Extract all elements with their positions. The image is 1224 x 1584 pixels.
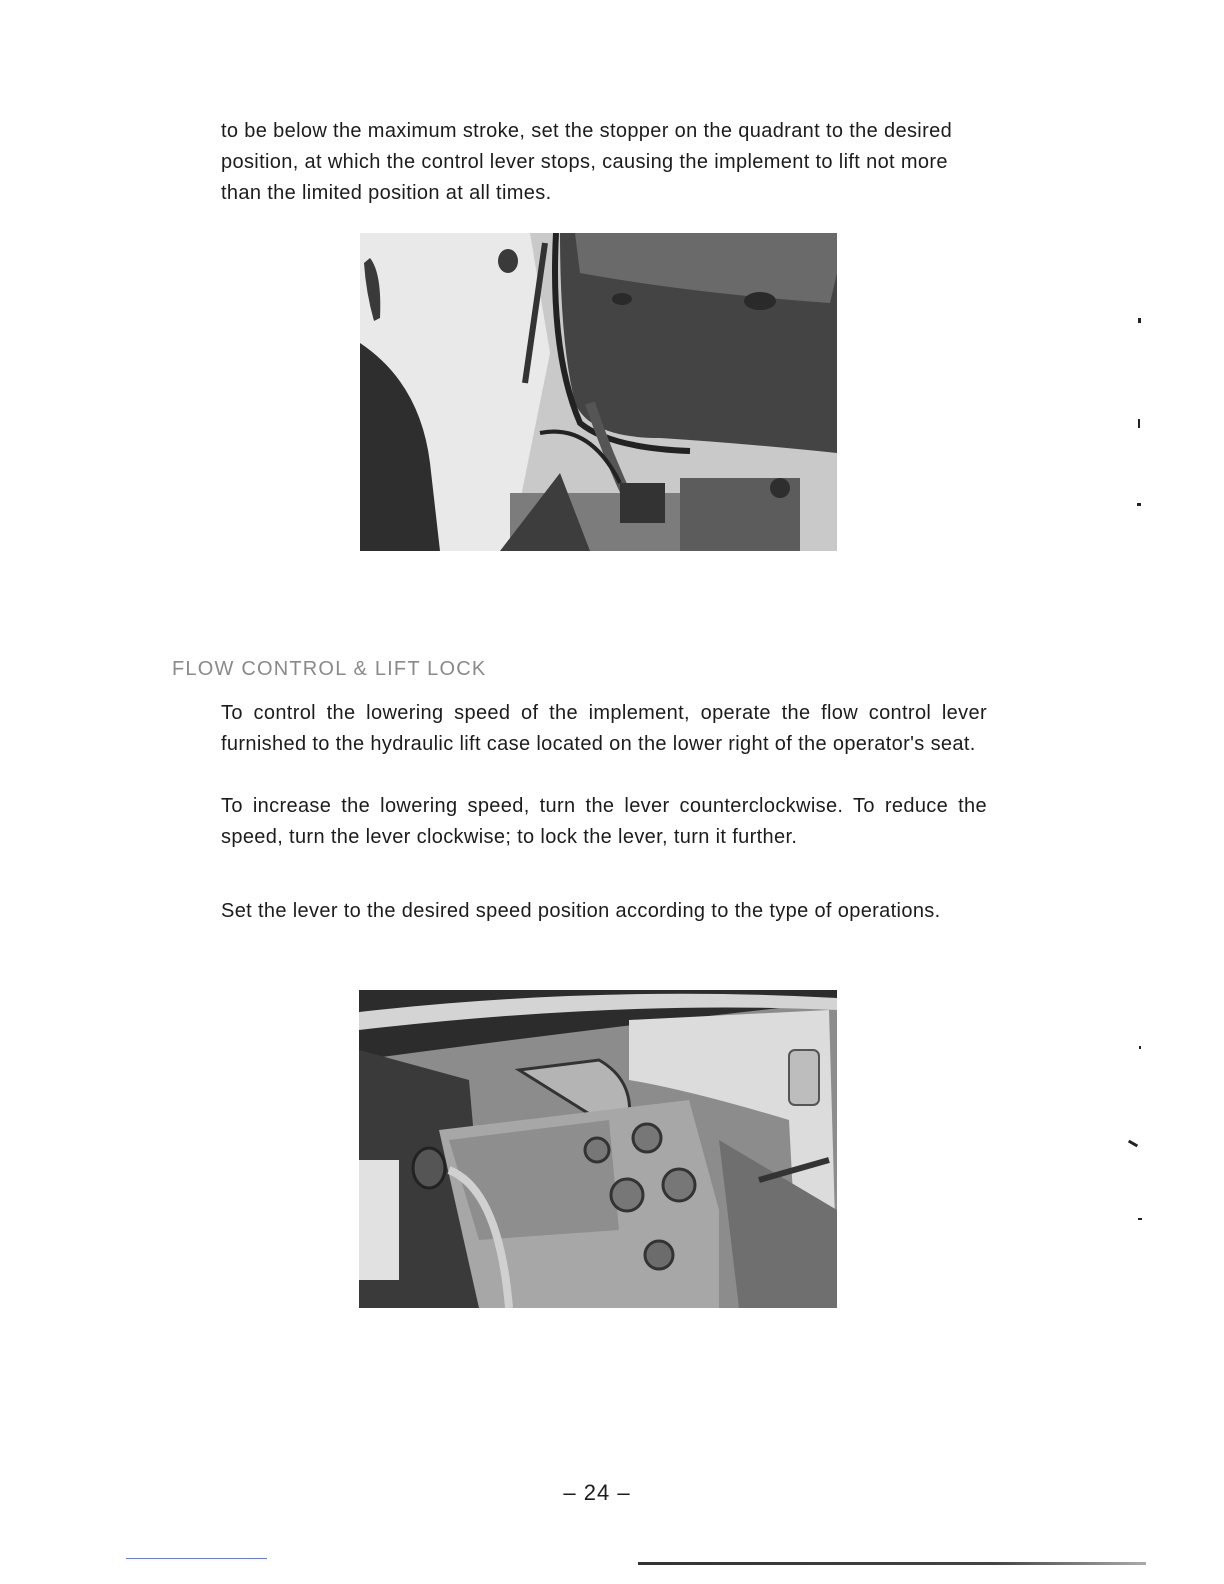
margin-mark	[1138, 1218, 1142, 1220]
flow-paragraph-2: To increase the lowering speed, turn the lever counterclockwise. To reduce the speed, turn the lever clockwise; to lock the lever, turn it further.	[221, 795, 987, 848]
flow-control-lever-photo	[359, 990, 837, 1308]
margin-mark	[1138, 419, 1140, 428]
intro-paragraph: to be below the maximum stroke, set the stopper on the quadrant to the desired position, at which the control lever stops, causing the implement to lift not more than the limited position at all times.	[221, 120, 953, 204]
flow-paragraph-1: To control the lowering speed of the implement, operate the flow control lever furnished to the hydraulic lift case located on the lower right of the operator's seat.	[221, 702, 987, 755]
margin-mark	[1139, 1046, 1141, 1049]
footer-rule-left	[126, 1558, 267, 1559]
flow-paragraph-3: Set the lever to the desired speed position according to the type of operations.	[221, 900, 941, 922]
seat-quadrant-photo	[360, 233, 837, 551]
page-number: – 24 –	[563, 1480, 631, 1505]
margin-mark	[1138, 318, 1141, 323]
margin-mark	[1137, 503, 1141, 506]
footer-rule-right	[638, 1562, 1146, 1565]
section-heading: FLOW CONTROL & LIFT LOCK	[172, 658, 487, 680]
margin-mark	[1128, 1140, 1138, 1148]
